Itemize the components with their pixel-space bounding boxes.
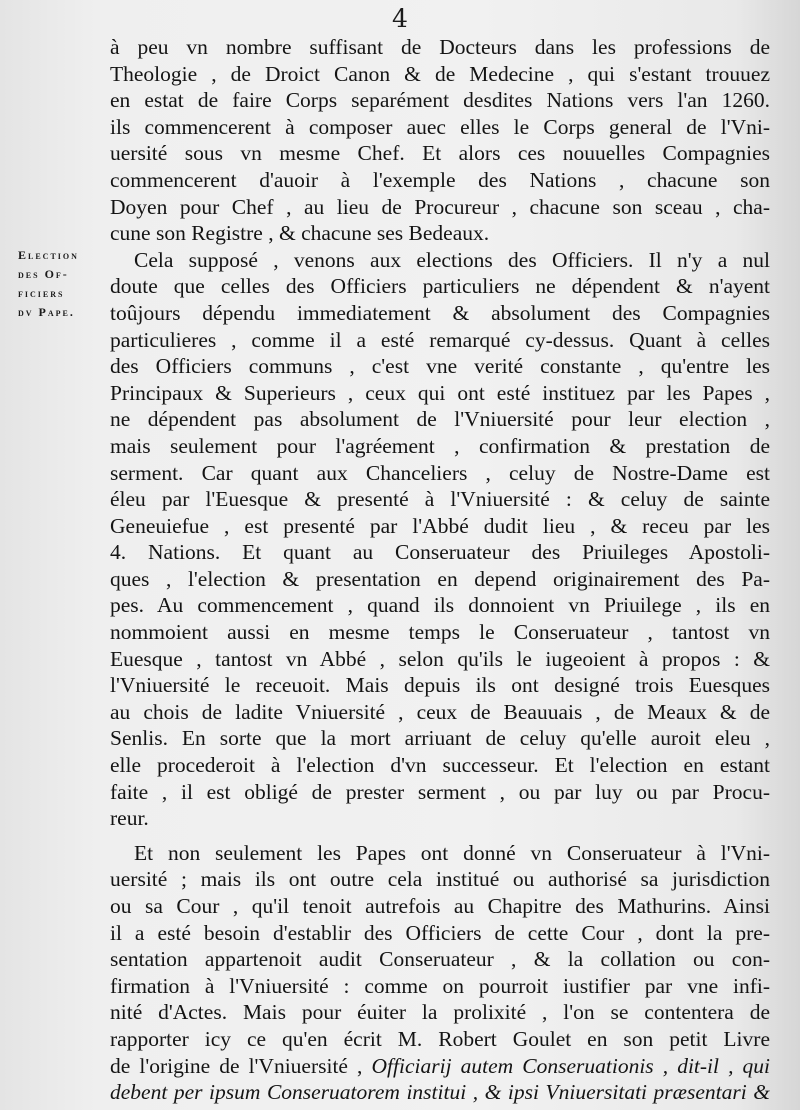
text-line: uersité ; mais ils ont outre cela institué ou authorisé sa jurisdiction xyxy=(110,867,770,892)
text-run: de l'origine de l'Vniuersité , xyxy=(110,1053,363,1078)
text-line: Euesque , tantost vn Abbé , selon qu'ils le iugeoient à propos : & xyxy=(110,646,770,671)
text-line: au chois de ladite Vniuersité , ceux de Beauuais , de Meaux & de xyxy=(110,699,770,724)
text-line: Theologie , de Droict Canon & de Medecine , qui s'estant trouuez xyxy=(110,61,770,86)
latin-quote: Officiarij autem Conseruationis , dit-il , qui xyxy=(371,1053,771,1078)
text-line: nommoient aussi en mesme temps le Conseruateur , tantost vn xyxy=(110,620,770,645)
text-line: doute que celles des Officiers particuliers ne dépendent & n'ayent xyxy=(110,274,770,299)
text-line: Senlis. En sorte que la mort arriuant de celuy qu'elle auroit eleu , xyxy=(110,726,770,751)
text-line: éleu par l'Euesque & presenté à l'Vniuersité : & celuy de sainte xyxy=(110,487,770,512)
margin-note-line: des Of- xyxy=(18,267,69,281)
text-line: nité d'Actes. Mais pour éuiter la prolixité , l'on se contentera de xyxy=(110,1000,770,1025)
text-line: reur. xyxy=(110,806,149,831)
text-line: ou sa Cour , qu'il tenoit autrefois au Chapitre des Mathurins. Ainsi xyxy=(110,894,770,918)
text-line: ques , l'election & presentation en depend originairement des Pa- xyxy=(110,566,770,591)
text-line: il a esté besoin d'establir des Officiers de cette Cour , dont la pre- xyxy=(110,920,770,945)
text-line: 4. Nations. Et quant au Conseruateur des Priuileges Apostoli- xyxy=(110,540,770,565)
latin-quote-line: debent per ipsum Conseruatorem institui , & ipsi Vniuersitati præsentari & xyxy=(110,1080,770,1105)
text-line: firmation à l'Vniuersité : comme on pourroit iustifier par vne infi- xyxy=(110,973,770,998)
margin-note-line: ficiers xyxy=(18,286,65,300)
text-line: Doyen pour Chef , au lieu de Procureur , chacune son sceau , cha- xyxy=(110,194,770,219)
text-line-with-latin xyxy=(110,1053,770,1080)
paragraph xyxy=(110,34,770,247)
text-line: l'Vniuersité le receuoit. Mais depuis ils ont designé trois Euesques xyxy=(110,673,770,698)
page-number: 4 xyxy=(392,4,408,33)
text-line: cune son Registre , & chacune ses Bedeaux. xyxy=(110,221,490,246)
text-line: en estat de faire Corps separément desdites Nations vers l'an 1260. xyxy=(110,88,770,113)
margin-note-line: Election xyxy=(18,248,79,262)
text-line: Principaux & Superieurs , ceux qui ont esté instituez par les Papes , xyxy=(110,380,770,405)
text-line: toûjours dépendu immediatement & absolument des Compagnies xyxy=(110,300,770,325)
paragraph xyxy=(110,247,770,832)
margin-note xyxy=(18,246,118,322)
text-line: commencerent d'auoir à l'exemple des Nations , chacune son xyxy=(110,167,770,192)
text-line: mais seulement pour l'agréement , confirmation & prestation de xyxy=(110,433,770,458)
text-line: faite , il est obligé de prester serment , ou par luy ou par Procu- xyxy=(110,779,770,804)
text-line: ils commencerent à composer auec elles le Corps general de l'Vni- xyxy=(110,114,770,139)
text-line: pes. Au commencement , quand ils donnoient vn Priuilege , ils en xyxy=(110,593,770,618)
text-line: serment. Car quant aux Chanceliers , celuy de Nostre-Dame est xyxy=(110,460,770,485)
text-line: Geneuiefue , est presenté par l'Abbé dudit lieu , & receu par les xyxy=(110,513,770,538)
text-line: sentation appartenoit audit Conseruateur , & la collation ou con- xyxy=(110,947,770,972)
text-line: Et non seulement les Papes ont donné vn Conseruateur à l'Vni- xyxy=(134,840,770,865)
text-line: rapporter icy ce qu'en écrit M. Robert Goulet en son petit Livre xyxy=(110,1026,770,1051)
text-line: ne dépendent pas absolument de l'Vniuersité pour leur election , xyxy=(110,407,770,432)
text-line: elle procederoit à l'election d'vn successeur. Et l'election en estant xyxy=(110,753,770,778)
text-line: à peu vn nombre suffisant de Docteurs dans les professions de xyxy=(110,35,770,59)
text-line: Cela supposé , venons aux elections des Officiers. Il n'y a nul xyxy=(134,247,770,272)
text-line: particulieres , comme il a esté remarqué cy-dessus. Quant à celles xyxy=(110,327,770,352)
margin-note-line: dv Pape. xyxy=(18,305,75,319)
text-line: des Officiers communs , c'est vne verité constante , qu'entre les xyxy=(110,354,770,379)
paragraph-gap xyxy=(110,832,770,840)
text-line: uersité sous vn mesme Chef. Et alors ces nouuelles Compagnies xyxy=(110,141,770,166)
body-text xyxy=(110,34,770,1106)
paragraph xyxy=(110,840,770,1106)
